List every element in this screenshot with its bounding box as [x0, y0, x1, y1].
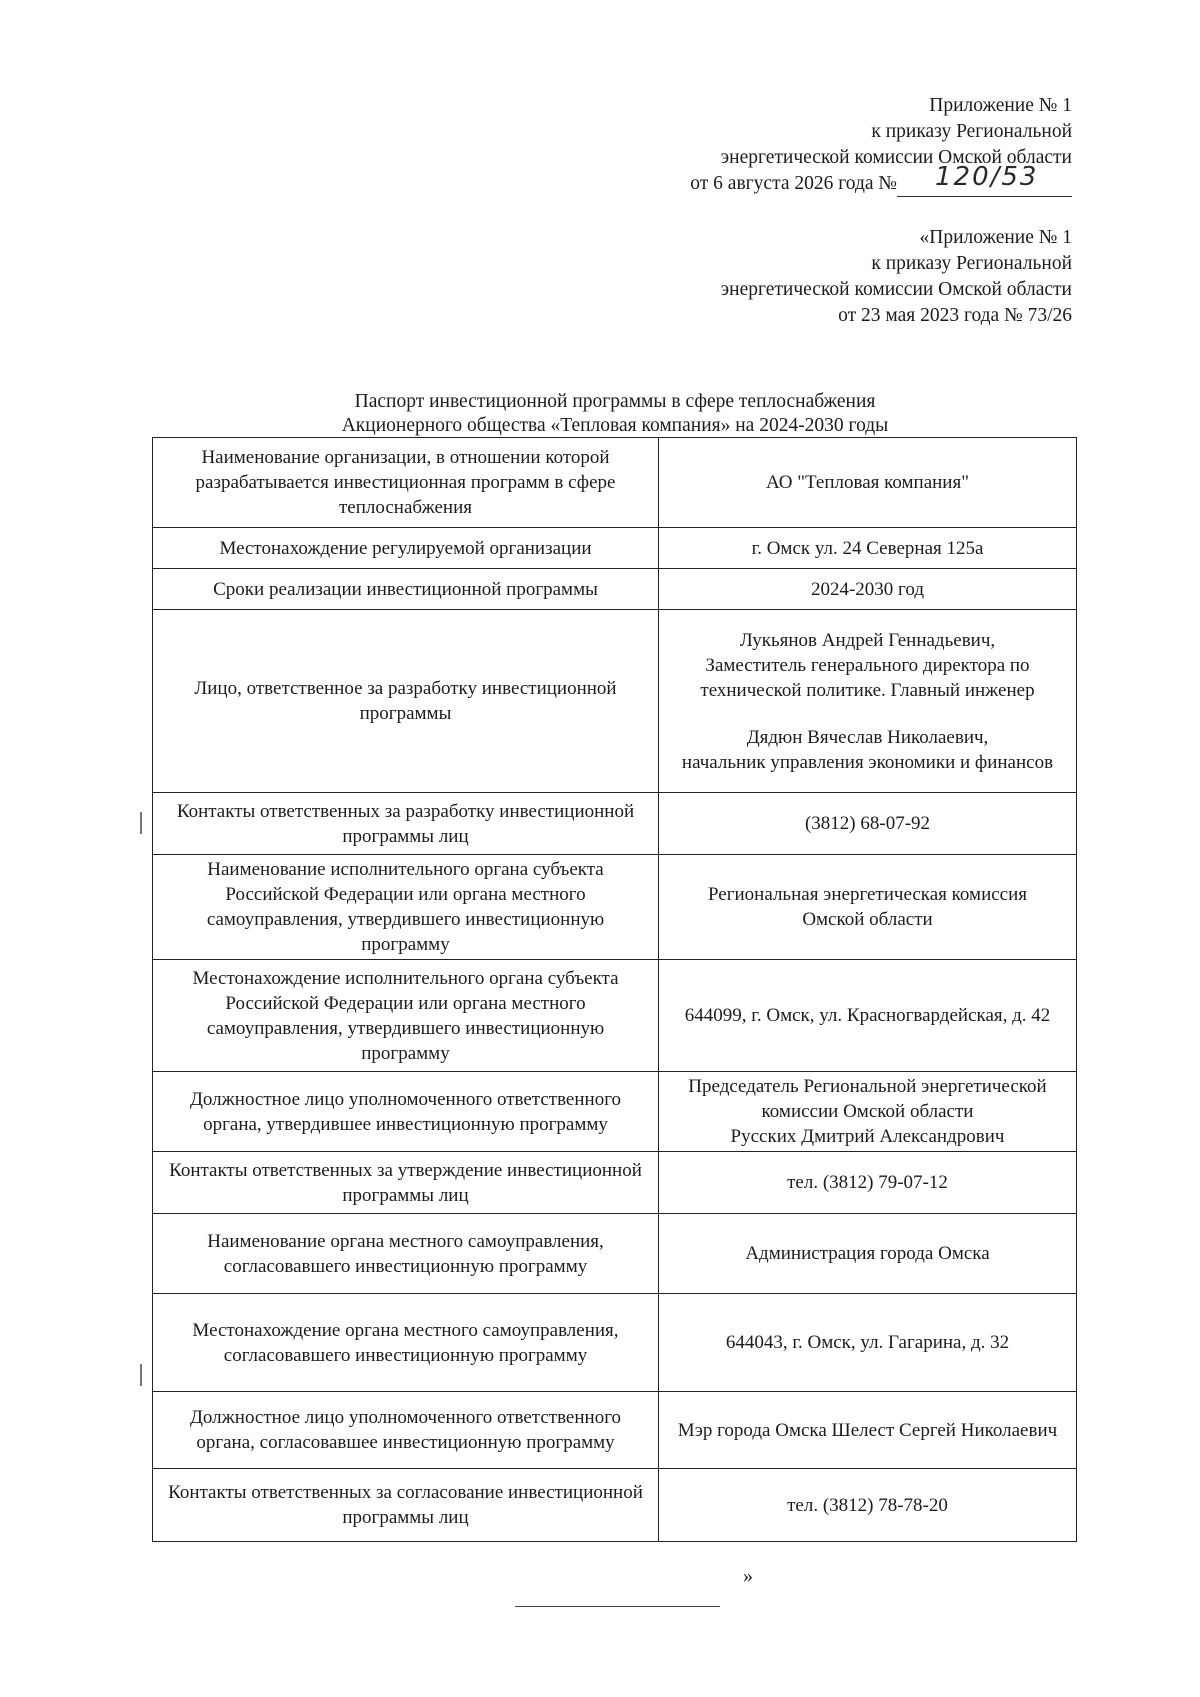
value-line: Заместитель генерального директора по	[705, 654, 1030, 676]
value-line: 644099, г. Омск, ул. Красногвардейская, д. 42	[684, 1005, 1051, 1026]
row-value	[659, 793, 1077, 855]
table-row	[153, 1392, 1077, 1469]
row-value	[659, 528, 1077, 569]
row-value	[659, 1469, 1077, 1542]
row-label: Местонахождение регулируемой организации	[153, 528, 659, 569]
table-row	[153, 610, 1077, 793]
row-value	[659, 1392, 1077, 1469]
table-row	[153, 960, 1077, 1072]
row-value	[659, 1294, 1077, 1392]
value-line: Русских Дмитрий Александрович	[730, 1126, 1005, 1147]
appendix-header-old	[721, 225, 1072, 329]
row-label: Должностное лицо уполномоченного ответственного органа, утвердившее инвестиционную программу	[153, 1072, 659, 1152]
row-value	[659, 569, 1077, 610]
row-label: Лицо, ответственное за разработку инвестиционной программы	[153, 610, 659, 793]
order-reference: к приказу Региональной	[871, 121, 1072, 142]
table-row	[153, 1072, 1077, 1152]
row-label: Наименование организации, в отношении которой разрабатывается инвестиционная программ в сфере теплоснабжения	[153, 438, 659, 528]
row-label: Контакты ответственных за разработку инвестиционной программы лиц	[153, 793, 659, 855]
table-row	[153, 1152, 1077, 1214]
old-commission-name: энергетической комиссии Омской области	[720, 279, 1072, 300]
old-order-date: от 23 мая 2023 года № 73/26	[838, 305, 1072, 326]
table-row	[153, 438, 1077, 528]
row-value	[659, 1152, 1077, 1214]
value-line: Региональная энергетическая комиссия	[707, 884, 1028, 905]
handwritten-order-number: 120/53	[935, 162, 1039, 192]
value-line: Администрация города Омска	[745, 1243, 990, 1264]
table-row	[153, 569, 1077, 610]
table-row	[153, 1469, 1077, 1542]
row-value	[659, 610, 1077, 793]
row-value	[659, 855, 1077, 960]
scan-mark	[140, 812, 142, 834]
value-line: г. Омск ул. 24 Северная 125а	[751, 537, 984, 559]
table-row	[153, 855, 1077, 960]
row-label: Должностное лицо уполномоченного ответственного органа, согласовавшее инвестиционную программу	[153, 1392, 659, 1469]
value-line: Лукьянов Андрей Геннадьевич,	[739, 629, 996, 651]
table-row	[153, 528, 1077, 569]
value-line: АО "Тепловая компания"	[766, 472, 969, 493]
old-order-reference: к приказу Региональной	[871, 253, 1072, 274]
value-line: Мэр города Омска Шелест Сергей Николаевич	[677, 1419, 1058, 1441]
row-label: Местонахождение органа местного самоуправления, согласовавшего инвестиционную программу	[153, 1294, 659, 1392]
value-line: 644043, г. Омск, ул. Гагарина, д. 32	[725, 1332, 1010, 1353]
row-label: Наименование исполнительного органа субъекта Российской Федерации или органа местного самоуправления, утвердившего инвестиционную программу	[153, 855, 659, 960]
row-value	[659, 438, 1077, 528]
order-number-field	[897, 162, 1072, 197]
title-line-1: Паспорт инвестиционной программы в сфере теплоснабжения	[354, 391, 876, 412]
row-label: Контакты ответственных за согласование инвестиционной программы лиц	[153, 1469, 659, 1542]
value-line: Омской области	[802, 909, 933, 930]
title-line-2: Акционерного общества «Тепловая компания» на 2024-2030 годы	[341, 415, 889, 436]
value-line: комиссии Омской области	[761, 1101, 974, 1122]
value-line: 2024-2030 год	[810, 578, 925, 600]
order-date: от 6 августа 2026 года №	[690, 173, 897, 194]
row-value	[659, 1214, 1077, 1294]
row-label: Местонахождение исполнительного органа субъекта Российской Федерации или органа местного самоуправления, утвердившего инвестиционную программу	[153, 960, 659, 1072]
scan-mark	[140, 1364, 142, 1386]
table-row	[153, 1214, 1077, 1294]
row-value	[659, 960, 1077, 1072]
value-line: начальник управления экономики и финансов	[681, 751, 1054, 773]
table-row	[153, 1294, 1077, 1392]
value-line: тел. (3812) 78-78-20	[787, 1494, 948, 1516]
row-value	[659, 1072, 1077, 1152]
table-row	[153, 793, 1077, 855]
passport-table	[152, 437, 1077, 1542]
appendix-number: Приложение № 1	[929, 95, 1072, 116]
commission-name: энергетической комиссии Омской области	[720, 147, 1072, 168]
document-title	[150, 390, 1080, 438]
closing-quote: »	[743, 1565, 753, 1587]
value-line: Дядюн Вячеслав Николаевич,	[746, 726, 989, 748]
appendix-header-new	[690, 93, 1072, 197]
row-label: Наименование органа местного самоуправления, согласовавшего инвестиционную программу	[153, 1214, 659, 1294]
row-label: Сроки реализации инвестиционной программы	[153, 569, 659, 610]
row-label: Контакты ответственных за утверждение инвестиционной программы лиц	[153, 1152, 659, 1214]
footer-line	[515, 1606, 720, 1607]
value-spacer	[669, 703, 1066, 725]
value-line: Председатель Региональной энергетической	[688, 1076, 1047, 1097]
value-line: (3812) 68-07-92	[804, 813, 931, 834]
value-line: тел. (3812) 79-07-12	[787, 1172, 948, 1193]
old-appendix-number: «Приложение № 1	[919, 227, 1072, 248]
value-line: технической политике. Главный инженер	[700, 679, 1035, 701]
order-date-line	[690, 162, 1072, 197]
